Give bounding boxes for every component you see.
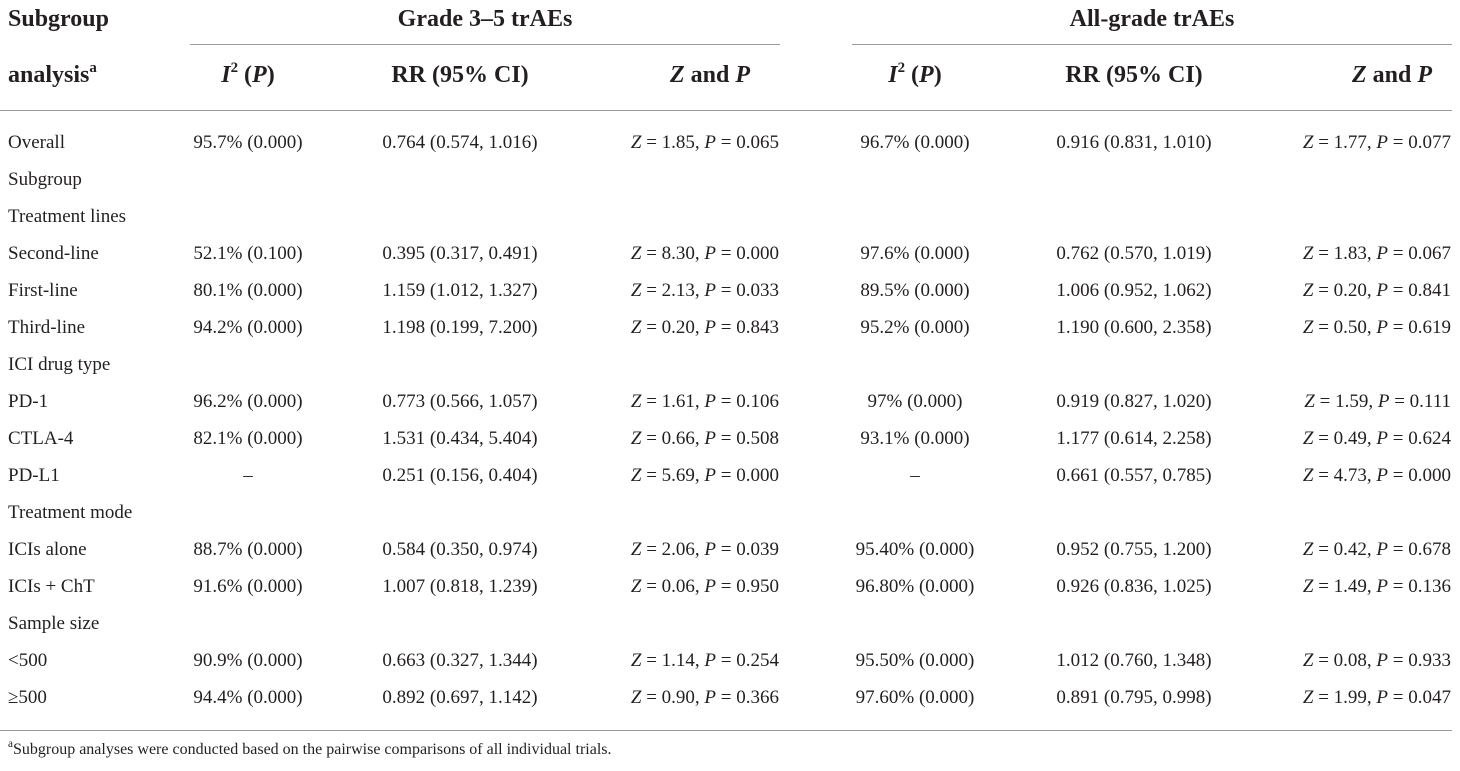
i2-cell: 95.40% (0.000) bbox=[855, 539, 975, 560]
i2-open-paren: ( bbox=[244, 62, 253, 88]
comma: , bbox=[1368, 391, 1378, 412]
col-header-zp-all-grade bbox=[1232, 60, 1460, 90]
z-letter: Z bbox=[630, 539, 642, 560]
p-value: 0.624 bbox=[1408, 428, 1451, 449]
equals: = bbox=[1313, 243, 1334, 264]
z-and-p-cell bbox=[1232, 242, 1451, 266]
comma: , bbox=[1366, 576, 1377, 597]
rr-cell: 1.198 (0.199, 7.200) bbox=[382, 317, 538, 338]
comma: , bbox=[1366, 539, 1377, 560]
subgroup-header-text: analysis bbox=[8, 62, 90, 88]
p-letter: P bbox=[704, 576, 717, 597]
comma: , bbox=[1366, 465, 1377, 486]
row-label: First-line bbox=[8, 280, 78, 301]
equals: = bbox=[1388, 539, 1409, 560]
p-letter: P bbox=[1376, 317, 1389, 338]
subgroup-header-line2 bbox=[8, 60, 97, 90]
row-label: <500 bbox=[8, 650, 48, 671]
z-letter: Z bbox=[1302, 280, 1314, 301]
comma: , bbox=[1366, 243, 1377, 264]
rr-cell: 1.012 (0.760, 1.348) bbox=[1056, 650, 1212, 671]
z-value: 0.90 bbox=[661, 687, 695, 708]
equals: = bbox=[1313, 687, 1334, 708]
row-label: PD-L1 bbox=[8, 465, 60, 486]
i2-cell: 82.1% (0.000) bbox=[193, 428, 303, 449]
p-letter: P bbox=[1376, 576, 1389, 597]
z-letter: Z bbox=[1302, 317, 1314, 338]
p-value: 0.843 bbox=[736, 317, 779, 338]
equals: = bbox=[716, 243, 737, 264]
equals: = bbox=[641, 539, 662, 560]
p-value: 0.136 bbox=[1408, 576, 1451, 597]
z-value: 1.99 bbox=[1333, 687, 1367, 708]
footnote-text: Subgroup analyses were conducted based on the pairwise comparisons of all individual trials. bbox=[12, 741, 612, 758]
col-header-i2-all-grade bbox=[852, 60, 978, 90]
comma: , bbox=[694, 650, 705, 671]
i2-cell: 95.50% (0.000) bbox=[855, 650, 975, 671]
i2-superscript: 2 bbox=[230, 60, 239, 77]
z-letter: Z bbox=[630, 650, 642, 671]
z-value: 5.69 bbox=[661, 465, 695, 486]
equals: = bbox=[716, 428, 737, 449]
z-value: 0.49 bbox=[1333, 428, 1367, 449]
z-and-p-cell bbox=[1232, 686, 1451, 710]
z-letter: Z bbox=[1302, 539, 1314, 560]
z-and-p-cell bbox=[1232, 390, 1451, 414]
comma: , bbox=[694, 280, 705, 301]
i2-cell: – bbox=[910, 465, 920, 486]
equals: = bbox=[716, 280, 737, 301]
z-and-p-cell bbox=[560, 427, 779, 451]
subgroup-header-footnote-mark: a bbox=[89, 60, 97, 77]
z-letter: Z bbox=[1302, 243, 1314, 264]
equals: = bbox=[716, 687, 737, 708]
row-label: Second-line bbox=[8, 243, 99, 264]
equals: = bbox=[641, 465, 662, 486]
p-letter: P bbox=[704, 687, 717, 708]
comma: , bbox=[694, 687, 705, 708]
p-letter: P bbox=[704, 391, 717, 412]
header-bottom-rule bbox=[0, 110, 1452, 111]
z-value: 0.20 bbox=[1333, 280, 1367, 301]
comma: , bbox=[694, 428, 705, 449]
z-value: 1.14 bbox=[661, 650, 695, 671]
z-value: 8.30 bbox=[661, 243, 695, 264]
i2-cell: 96.2% (0.000) bbox=[193, 391, 303, 412]
col-header-rr-all-grade: RR (95% CI) bbox=[1065, 62, 1203, 88]
equals: = bbox=[1388, 317, 1409, 338]
p-letter: P bbox=[704, 428, 717, 449]
z-value: 1.77 bbox=[1333, 132, 1367, 153]
row-label: PD-1 bbox=[8, 391, 49, 412]
z-and-p-cell bbox=[1232, 427, 1451, 451]
i2-cell: 80.1% (0.000) bbox=[193, 280, 303, 301]
rr-cell: 0.764 (0.574, 1.016) bbox=[382, 132, 538, 153]
p-letter: P bbox=[704, 650, 717, 671]
z-and-p-cell bbox=[1232, 279, 1451, 303]
equals: = bbox=[1388, 243, 1409, 264]
zp-p-letter: P bbox=[735, 62, 751, 88]
rr-cell: 0.919 (0.827, 1.020) bbox=[1056, 391, 1212, 412]
comma: , bbox=[1366, 687, 1377, 708]
z-letter: Z bbox=[1302, 428, 1314, 449]
rr-cell: 1.531 (0.434, 5.404) bbox=[382, 428, 538, 449]
i2-p-letter: P bbox=[252, 62, 267, 88]
z-value: 0.08 bbox=[1333, 650, 1367, 671]
comma: , bbox=[1366, 280, 1377, 301]
comma: , bbox=[694, 576, 705, 597]
z-letter: Z bbox=[1302, 687, 1314, 708]
row-label: Overall bbox=[8, 132, 65, 153]
z-value: 0.42 bbox=[1333, 539, 1367, 560]
equals: = bbox=[1388, 428, 1409, 449]
p-value: 0.111 bbox=[1409, 391, 1451, 412]
row-label: Treatment lines bbox=[8, 206, 127, 227]
i2-cell: 97.60% (0.000) bbox=[855, 687, 975, 708]
z-letter: Z bbox=[630, 428, 642, 449]
row-label: CTLA-4 bbox=[8, 428, 74, 449]
col-header-zp-grade3-5 bbox=[560, 60, 820, 90]
p-value: 0.000 bbox=[736, 465, 779, 486]
rr-cell: 0.773 (0.566, 1.057) bbox=[382, 391, 538, 412]
p-letter: P bbox=[1377, 391, 1390, 412]
z-and-p-cell bbox=[560, 649, 779, 673]
z-and-p-cell bbox=[560, 538, 779, 562]
z-value: 0.50 bbox=[1333, 317, 1367, 338]
equals: = bbox=[1313, 317, 1334, 338]
comma: , bbox=[694, 465, 705, 486]
zp-and: and bbox=[1366, 62, 1418, 88]
z-and-p-cell bbox=[1232, 131, 1451, 155]
z-letter: Z bbox=[630, 391, 642, 412]
z-value: 2.13 bbox=[661, 280, 695, 301]
equals: = bbox=[641, 687, 662, 708]
i2-cell: 96.7% (0.000) bbox=[860, 132, 970, 153]
equals: = bbox=[641, 428, 662, 449]
equals: = bbox=[1388, 650, 1409, 671]
rr-cell: 1.190 (0.600, 2.358) bbox=[1056, 317, 1212, 338]
p-value: 0.065 bbox=[736, 132, 779, 153]
i2-cell: 89.5% (0.000) bbox=[860, 280, 970, 301]
row-label: Third-line bbox=[8, 317, 86, 338]
i2-cell: 90.9% (0.000) bbox=[193, 650, 303, 671]
p-letter: P bbox=[1376, 132, 1389, 153]
p-letter: P bbox=[1376, 280, 1389, 301]
z-value: 0.66 bbox=[661, 428, 695, 449]
group-header-grade3-5: Grade 3–5 trAEs bbox=[397, 6, 573, 32]
z-and-p-cell bbox=[560, 575, 779, 599]
p-value: 0.077 bbox=[1408, 132, 1451, 153]
z-and-p-cell bbox=[560, 464, 779, 488]
i2-letter: I bbox=[888, 62, 898, 88]
z-and-p-cell bbox=[1232, 575, 1451, 599]
rr-cell: 0.892 (0.697, 1.142) bbox=[382, 687, 538, 708]
i2-cell: 97.6% (0.000) bbox=[860, 243, 970, 264]
equals: = bbox=[1313, 650, 1334, 671]
i2-cell: 91.6% (0.000) bbox=[193, 576, 303, 597]
col-header-rr-grade3-5: RR (95% CI) bbox=[391, 62, 529, 88]
col-header-i2-grade3-5 bbox=[188, 60, 308, 90]
rr-cell: 0.952 (0.755, 1.200) bbox=[1056, 539, 1212, 560]
z-and-p-cell bbox=[1232, 538, 1451, 562]
z-value: 1.49 bbox=[1333, 576, 1367, 597]
z-letter: Z bbox=[630, 243, 642, 264]
i2-close-paren: ) bbox=[266, 62, 275, 88]
equals: = bbox=[641, 280, 662, 301]
i2-p-letter: P bbox=[919, 62, 934, 88]
row-label: Sample size bbox=[8, 613, 100, 634]
i2-letter: I bbox=[221, 62, 231, 88]
zp-z-letter: Z bbox=[669, 62, 685, 88]
z-letter: Z bbox=[1302, 576, 1314, 597]
row-label: ICIs alone bbox=[8, 539, 87, 560]
i2-open-paren: ( bbox=[911, 62, 920, 88]
equals: = bbox=[641, 317, 662, 338]
p-value: 0.106 bbox=[736, 391, 779, 412]
i2-cell: – bbox=[243, 465, 253, 486]
rr-cell: 0.891 (0.795, 0.998) bbox=[1056, 687, 1212, 708]
i2-superscript: 2 bbox=[897, 60, 906, 77]
equals: = bbox=[1313, 132, 1334, 153]
row-label: Subgroup bbox=[8, 169, 82, 190]
footnote bbox=[8, 739, 611, 761]
equals: = bbox=[716, 576, 737, 597]
comma: , bbox=[1366, 428, 1377, 449]
p-letter: P bbox=[1376, 465, 1389, 486]
equals: = bbox=[1389, 391, 1410, 412]
equals: = bbox=[1313, 576, 1334, 597]
p-value: 0.508 bbox=[736, 428, 779, 449]
row-label: ICI drug type bbox=[8, 354, 111, 375]
equals: = bbox=[1314, 391, 1336, 412]
p-value: 0.841 bbox=[1408, 280, 1451, 301]
i2-cell: 93.1% (0.000) bbox=[860, 428, 970, 449]
p-letter: P bbox=[704, 243, 717, 264]
z-letter: Z bbox=[630, 465, 642, 486]
i2-cell: 96.80% (0.000) bbox=[855, 576, 975, 597]
i2-cell: 95.2% (0.000) bbox=[860, 317, 970, 338]
rr-cell: 0.916 (0.831, 1.010) bbox=[1056, 132, 1212, 153]
p-value: 0.678 bbox=[1408, 539, 1451, 560]
z-and-p-cell bbox=[1232, 316, 1451, 340]
comma: , bbox=[694, 132, 705, 153]
zp-p-letter: P bbox=[1417, 62, 1433, 88]
i2-cell: 97% (0.000) bbox=[867, 391, 963, 412]
p-value: 0.039 bbox=[736, 539, 779, 560]
row-label: Treatment mode bbox=[8, 502, 133, 523]
rr-cell: 0.584 (0.350, 0.974) bbox=[382, 539, 538, 560]
rr-cell: 0.762 (0.570, 1.019) bbox=[1056, 243, 1212, 264]
rr-cell: 0.926 (0.836, 1.025) bbox=[1056, 576, 1212, 597]
comma: , bbox=[1366, 650, 1377, 671]
z-letter: Z bbox=[1302, 650, 1314, 671]
equals: = bbox=[1388, 132, 1409, 153]
comma: , bbox=[1366, 317, 1377, 338]
zp-z-letter: Z bbox=[1351, 62, 1367, 88]
equals: = bbox=[641, 576, 662, 597]
equals: = bbox=[641, 132, 662, 153]
equals: = bbox=[641, 650, 662, 671]
z-letter: Z bbox=[630, 132, 642, 153]
equals: = bbox=[716, 132, 737, 153]
equals: = bbox=[1388, 687, 1409, 708]
equals: = bbox=[641, 243, 662, 264]
z-and-p-cell bbox=[1232, 464, 1451, 488]
z-value: 0.20 bbox=[661, 317, 695, 338]
p-value: 0.950 bbox=[736, 576, 779, 597]
z-value: 4.73 bbox=[1333, 465, 1367, 486]
row-label: ≥500 bbox=[8, 687, 47, 708]
zp-and: and bbox=[684, 62, 736, 88]
p-letter: P bbox=[1376, 243, 1389, 264]
z-and-p-cell bbox=[560, 279, 779, 303]
z-letter: Z bbox=[630, 576, 642, 597]
z-letter: Z bbox=[630, 317, 642, 338]
i2-cell: 52.1% (0.100) bbox=[193, 243, 303, 264]
rr-cell: 0.661 (0.557, 0.785) bbox=[1056, 465, 1212, 486]
rr-cell: 0.663 (0.327, 1.344) bbox=[382, 650, 538, 671]
p-letter: P bbox=[1376, 428, 1389, 449]
z-letter: Z bbox=[1304, 391, 1315, 412]
p-value: 0.067 bbox=[1408, 243, 1451, 264]
z-value: 1.85 bbox=[661, 132, 695, 153]
p-value: 0.000 bbox=[1408, 465, 1451, 486]
equals: = bbox=[716, 650, 737, 671]
z-letter: Z bbox=[630, 280, 642, 301]
group-underline-grade3-5 bbox=[190, 44, 780, 45]
equals: = bbox=[641, 391, 662, 412]
p-value: 0.033 bbox=[736, 280, 779, 301]
p-letter: P bbox=[1376, 650, 1389, 671]
z-value: 1.59 bbox=[1335, 391, 1369, 412]
p-letter: P bbox=[704, 465, 717, 486]
p-letter: P bbox=[1376, 539, 1389, 560]
equals: = bbox=[1388, 576, 1409, 597]
i2-cell: 94.2% (0.000) bbox=[193, 317, 303, 338]
p-value: 0.619 bbox=[1408, 317, 1451, 338]
i2-cell: 88.7% (0.000) bbox=[193, 539, 303, 560]
z-value: 1.83 bbox=[1333, 243, 1367, 264]
p-letter: P bbox=[1376, 687, 1389, 708]
z-value: 0.06 bbox=[661, 576, 695, 597]
i2-close-paren: ) bbox=[933, 62, 942, 88]
z-and-p-cell bbox=[1232, 649, 1451, 673]
p-letter: P bbox=[704, 539, 717, 560]
subgroup-header-line1: Subgroup bbox=[8, 6, 109, 32]
rr-cell: 1.006 (0.952, 1.062) bbox=[1056, 280, 1212, 301]
table-bottom-rule bbox=[0, 730, 1452, 731]
p-value: 0.254 bbox=[736, 650, 779, 671]
row-label: ICIs + ChT bbox=[8, 576, 95, 597]
equals: = bbox=[716, 539, 737, 560]
equals: = bbox=[1388, 280, 1409, 301]
equals: = bbox=[716, 317, 737, 338]
z-and-p-cell bbox=[560, 390, 779, 414]
comma: , bbox=[694, 391, 705, 412]
footnote-mark: a bbox=[8, 738, 13, 751]
z-and-p-cell bbox=[560, 686, 779, 710]
equals: = bbox=[1313, 465, 1334, 486]
i2-cell: 95.7% (0.000) bbox=[193, 132, 303, 153]
p-letter: P bbox=[704, 317, 717, 338]
equals: = bbox=[1388, 465, 1409, 486]
equals: = bbox=[716, 465, 737, 486]
comma: , bbox=[1366, 132, 1377, 153]
z-and-p-cell bbox=[560, 316, 779, 340]
z-letter: Z bbox=[630, 687, 642, 708]
comma: , bbox=[694, 317, 705, 338]
equals: = bbox=[1313, 428, 1334, 449]
rr-cell: 0.251 (0.156, 0.404) bbox=[382, 465, 538, 486]
z-and-p-cell bbox=[560, 131, 779, 155]
p-value: 0.933 bbox=[1408, 650, 1451, 671]
z-and-p-cell bbox=[560, 242, 779, 266]
p-letter: P bbox=[704, 132, 717, 153]
p-letter: P bbox=[704, 280, 717, 301]
comma: , bbox=[694, 539, 705, 560]
group-underline-all-grade bbox=[852, 44, 1452, 45]
rr-cell: 1.007 (0.818, 1.239) bbox=[382, 576, 538, 597]
z-value: 1.61 bbox=[661, 391, 695, 412]
equals: = bbox=[1313, 280, 1334, 301]
equals: = bbox=[1313, 539, 1334, 560]
z-value: 2.06 bbox=[661, 539, 695, 560]
comma: , bbox=[694, 243, 705, 264]
p-value: 0.047 bbox=[1408, 687, 1451, 708]
equals: = bbox=[716, 391, 737, 412]
p-value: 0.000 bbox=[736, 243, 779, 264]
group-header-all-grade: All-grade trAEs bbox=[1069, 6, 1235, 32]
rr-cell: 1.159 (1.012, 1.327) bbox=[382, 280, 538, 301]
rr-cell: 1.177 (0.614, 2.258) bbox=[1056, 428, 1212, 449]
p-value: 0.366 bbox=[736, 687, 779, 708]
rr-cell: 0.395 (0.317, 0.491) bbox=[382, 243, 538, 264]
z-letter: Z bbox=[1302, 465, 1314, 486]
i2-cell: 94.4% (0.000) bbox=[193, 687, 303, 708]
z-letter: Z bbox=[1302, 132, 1314, 153]
